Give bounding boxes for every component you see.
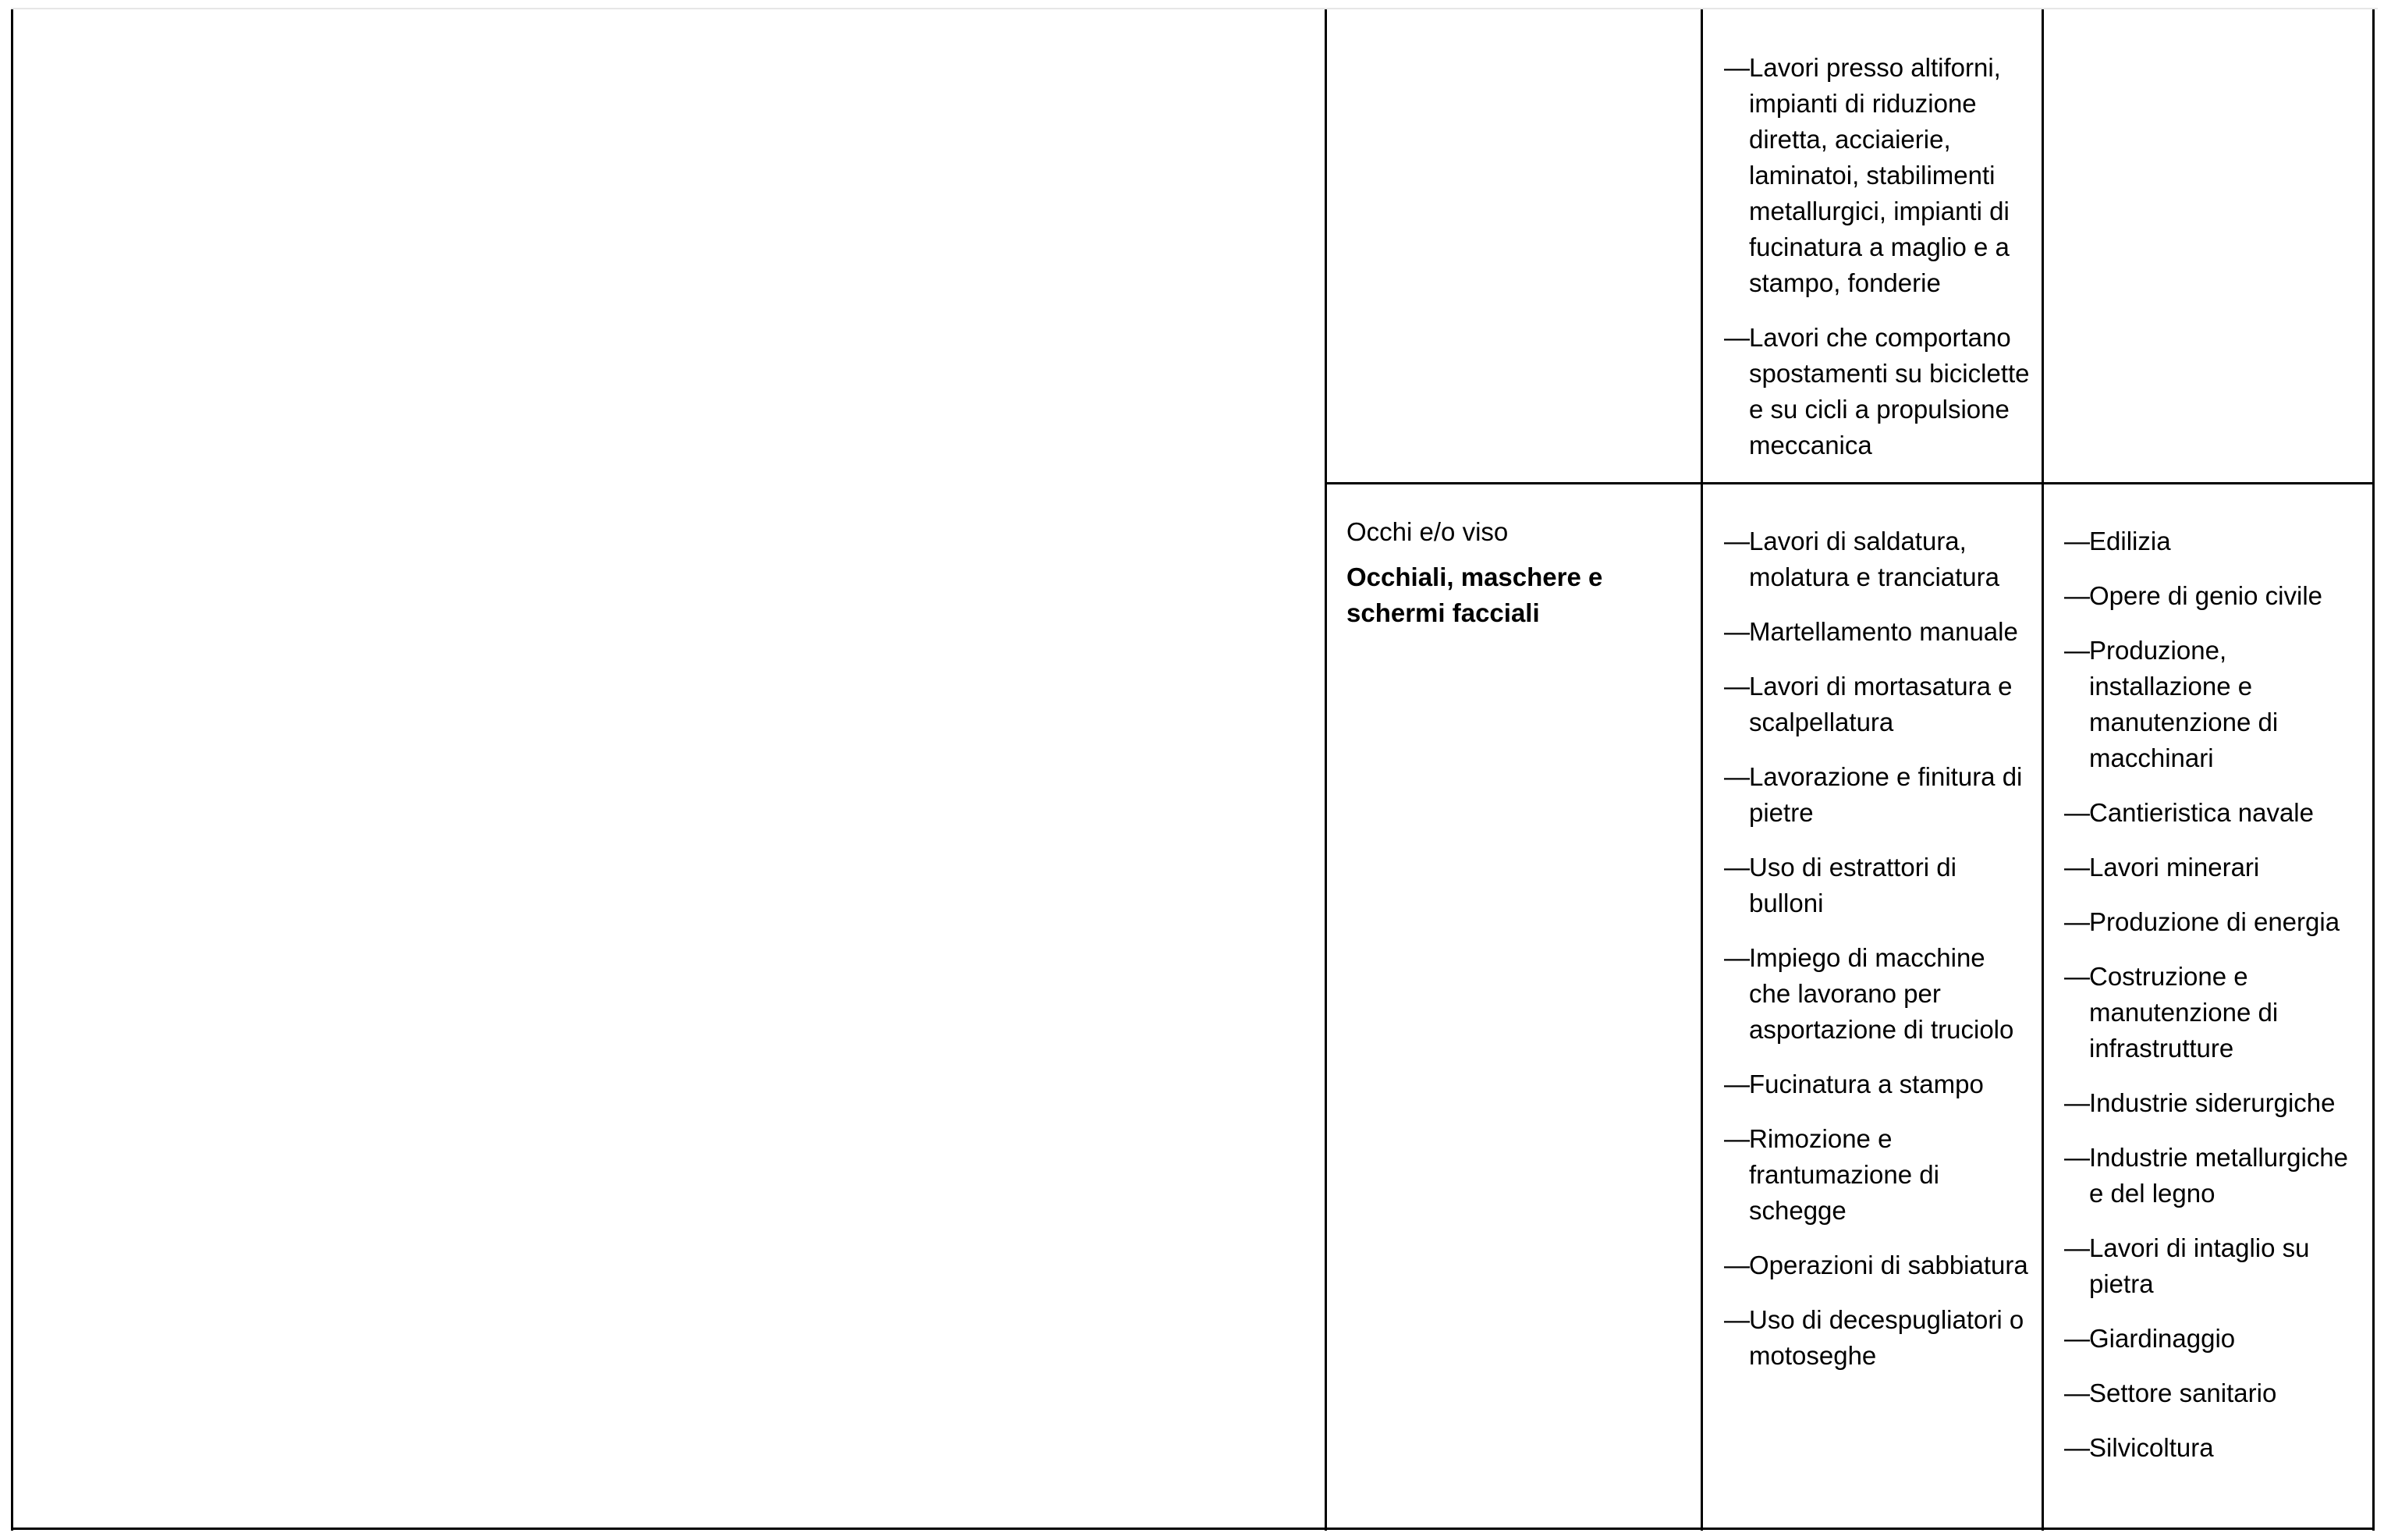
list-item: — Martellamento manuale bbox=[1724, 614, 2032, 650]
column-divider-1 bbox=[1325, 9, 1327, 1531]
table-border-left bbox=[11, 9, 13, 1531]
column-divider-2 bbox=[1701, 9, 1703, 1531]
list-item: — Lavorazione e finitura di pietre bbox=[1724, 759, 2032, 831]
page-top-rule bbox=[11, 8, 2378, 9]
list-item: — Industrie metallurgiche e del legno bbox=[2064, 1140, 2364, 1212]
list-item: — Operazioni di sabbiatura bbox=[1724, 1247, 2032, 1283]
column-divider-3 bbox=[2042, 9, 2044, 1531]
list-item: — Rimozione e frantumazione di schegge bbox=[1724, 1121, 2032, 1229]
list-item: — Lavori di intaglio su pietra bbox=[2064, 1230, 2364, 1302]
list-item: — Edilizia bbox=[2064, 523, 2364, 559]
list-item: — Produzione, installazione e manutenzione di macchinari bbox=[2064, 633, 2364, 776]
list-item: — Produzione di energia bbox=[2064, 904, 2364, 940]
row1-activities-cell bbox=[1724, 50, 2032, 482]
list-item: — Lavori che comportano spostamenti su biciclette e su cicli a propulsione meccanica bbox=[1724, 320, 2032, 463]
list-item: — Settore sanitario bbox=[2064, 1375, 2364, 1411]
list-item: — Lavori di mortasatura e scalpellatura bbox=[1724, 669, 2032, 740]
list-item: — Lavori presso altiforni, impianti di riduzione diretta, acciaierie, laminatoi, stabilimenti metallurgici, impianti di fucinatura a maglio e a stampo, fonderie bbox=[1724, 50, 2032, 301]
list-item: — Uso di decespugliatori o motoseghe bbox=[1724, 1302, 2032, 1374]
row2-sector-list bbox=[2064, 523, 2364, 1466]
row2-sectors-cell bbox=[2064, 523, 2364, 1485]
list-item: — Cantieristica navale bbox=[2064, 795, 2364, 831]
list-item: — Costruzione e manutenzione di infrastrutture bbox=[2064, 959, 2364, 1066]
row-divider bbox=[1325, 482, 2375, 484]
list-item: — Opere di genio civile bbox=[2064, 578, 2364, 614]
row2-equipment-cell bbox=[1346, 514, 1690, 631]
list-item: — Lavori di saldatura, molatura e tranciatura bbox=[1724, 523, 2032, 595]
row2-activities-cell bbox=[1724, 523, 2032, 1393]
list-item: — Silvicoltura bbox=[2064, 1430, 2364, 1466]
table-border-bottom bbox=[11, 1528, 2375, 1530]
body-part-label: Occhi e/o viso bbox=[1346, 517, 1509, 546]
list-item: — Uso di estrattori di bulloni bbox=[1724, 850, 2032, 921]
list-item: — Industrie siderurgiche bbox=[2064, 1085, 2364, 1121]
list-item: — Lavori minerari bbox=[2064, 850, 2364, 885]
list-item: — Giardinaggio bbox=[2064, 1321, 2364, 1357]
equipment-label: Occhiali, maschere e schermi facciali bbox=[1346, 562, 1603, 627]
list-item: — Fucinatura a stampo bbox=[1724, 1066, 2032, 1102]
row1-activity-list bbox=[1724, 50, 2032, 463]
row2-activity-list bbox=[1724, 523, 2032, 1374]
list-item: — Impiego di macchine che lavorano per asportazione di truciolo bbox=[1724, 940, 2032, 1048]
table-border-right bbox=[2372, 9, 2375, 1531]
